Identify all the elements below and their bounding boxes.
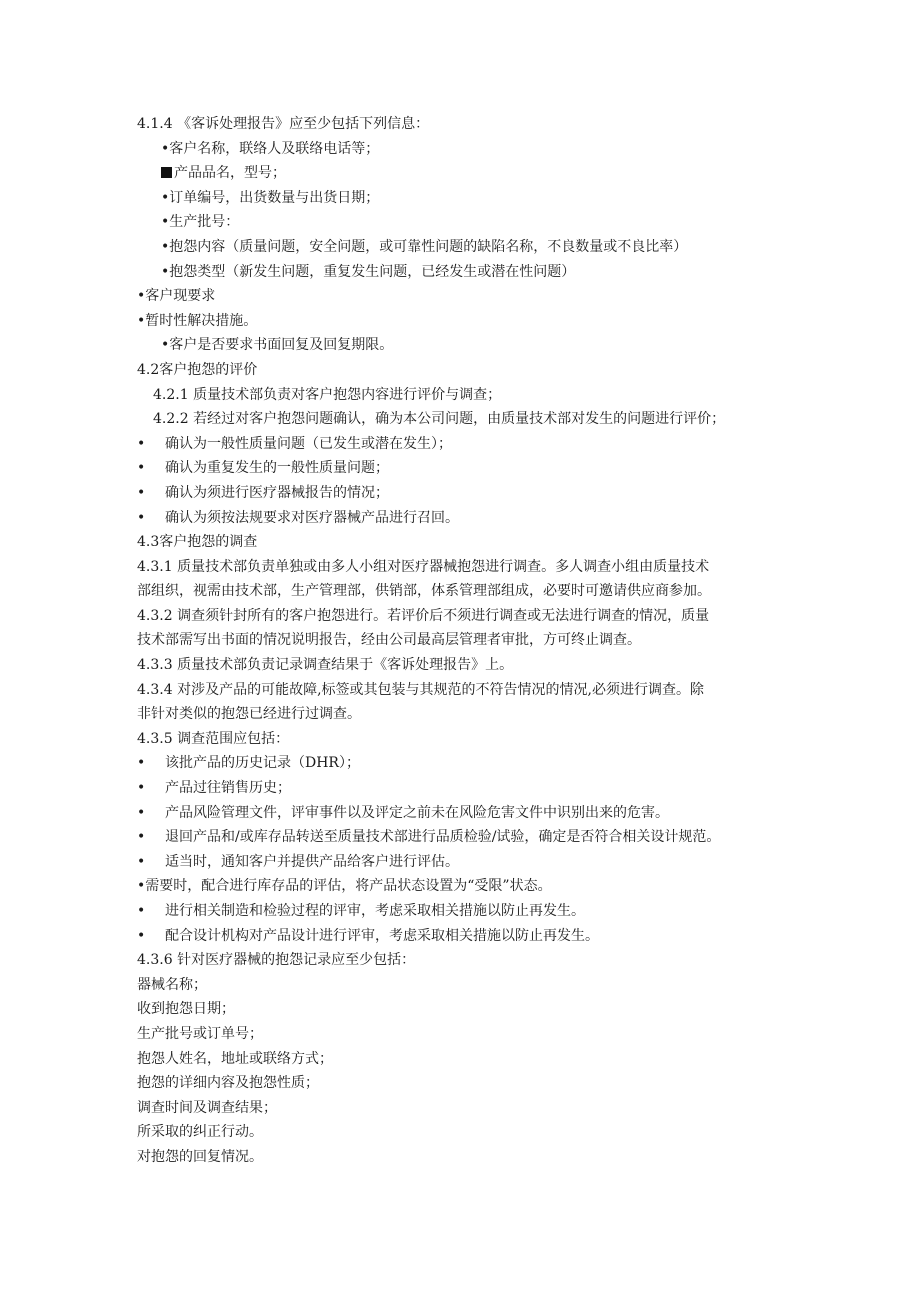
list-item: •客户现要求 [137, 288, 216, 305]
list-item: •生产批号： [161, 214, 240, 231]
paragraph-4-2-2: 4.2.2 若经过对客户抱怨问题确认，确为本公司问题，由质量技术部对发生的问题进行评价； [153, 411, 726, 428]
record-item: 收到抱怨日期； [137, 1001, 235, 1018]
list-item: 产品品名，型号； [137, 161, 817, 186]
list-item: •订单编号，出货数量与出货日期； [161, 189, 380, 206]
record-item: 器械名称； [137, 976, 207, 993]
list-item: • 退回产品和/或库存品转送至质量技术部进行品质检验/试验，确定是否符合相关设计规范。 [137, 829, 721, 846]
list-item: •客户是否要求书面回复及回复期限。 [161, 337, 394, 354]
list-item: • 产品过往销售历史； [137, 780, 291, 797]
record-item: 所采取的纠正行动。 [137, 1124, 263, 1141]
list-item: •客户名称，联络人及联络电话等； [161, 140, 380, 157]
record-item: 调查时间及调查结果； [137, 1099, 277, 1116]
paragraph-4-3-2: 4.3.2 调查须针封所有的客户抱怨进行。若评价后不须进行调查或无法进行调查的情况，质量 [137, 607, 710, 624]
paragraph-4-2-1: 4.2.1 质量技术部负责对客户抱怨内容进行评价与调查； [153, 386, 502, 403]
heading-4-3: 4.3客户抱怨的调查 [137, 534, 258, 551]
paragraph-4-3-4: 4.3.4 对涉及产品的可能故障,标签或其包装与其规范的不符告情况的情况,必须进行调查。除 [137, 681, 704, 698]
list-item: • 确认为一般性质量问题（已发生或潜在发生）； [137, 435, 452, 452]
list-item: • 进行相关制造和检验过程的评审，考虑采取相关措施以防止再发生。 [137, 903, 585, 919]
paragraph-4-3-4-cont: 非针对类似的抱怨已经进行过调查。 [137, 706, 361, 723]
heading-4-1-4: 4.1.4 《客诉处理报告》应至少包括下列信息： [137, 116, 430, 132]
paragraph-4-3-3: 4.3.3 质量技术部负责记录调查结果于《客诉处理报告》上。 [137, 657, 514, 674]
list-item: •暂时性解决措施。 [137, 312, 258, 329]
record-item: 生产批号或订单号； [137, 1025, 263, 1042]
list-item: • 确认为须进行医疗器械报告的情况； [137, 484, 389, 501]
list-item: • 该批产品的历史记录（DHR）； [137, 755, 360, 772]
heading-4-2: 4.2客户抱怨的评价 [137, 361, 258, 378]
list-item: •抱怨类型（新发生问题，重复发生问题，已经发生或潜在性问题） [161, 263, 576, 280]
record-item: 对抱怨的回复情况。 [137, 1148, 263, 1165]
list-item: • 确认为须按法规要求对医疗器械产品进行召回。 [137, 509, 459, 526]
square-bullet-icon [161, 167, 172, 178]
paragraph-4-3-1: 4.3.1 质量技术部负责单独或由多人小组对医疗器械抱怨进行调查。多人调查小组由质量技术 [137, 558, 710, 575]
document-body [137, 112, 817, 1170]
list-item: •抱怨内容（质量问题，安全问题，或可靠性问题的缺陷名称，不良数量或不良比率） [161, 238, 688, 255]
list-item: • 配合设计机构对产品设计进行评审，考虑采取相关措施以防止再发生。 [137, 927, 599, 944]
list-item: • 适当时，通知客户并提供产品给客户进行评估。 [137, 853, 459, 870]
list-item: • 确认为重复发生的一般性质量问题； [137, 460, 389, 477]
record-item: 抱怨人姓名，地址或联络方式； [137, 1050, 333, 1067]
record-item: 抱怨的详细内容及抱怨性质； [137, 1075, 319, 1092]
heading-4-3-5: 4.3.5 调查范围应包括： [137, 730, 290, 747]
heading-4-3-6: 4.3.6 针对医疗器械的抱怨记录应至少包括： [137, 952, 416, 969]
list-item: •需要时，配合进行库存品的评估，将产品状态设置为“受限”状态。 [137, 878, 552, 895]
paragraph-4-3-2-cont: 技术部需写出书面的情况说明报告，经由公司最高层管理者审批，方可终止调查。 [137, 632, 641, 649]
paragraph-4-3-1-cont: 部组织，视需由技术部，生产管理部，供销部，体系管理部组成，必要时可邀请供应商参加。 [137, 583, 711, 600]
list-item: • 产品风险管理文件，评审事件以及评定之前未在风险危害文件中识别出来的危害。 [137, 804, 669, 821]
